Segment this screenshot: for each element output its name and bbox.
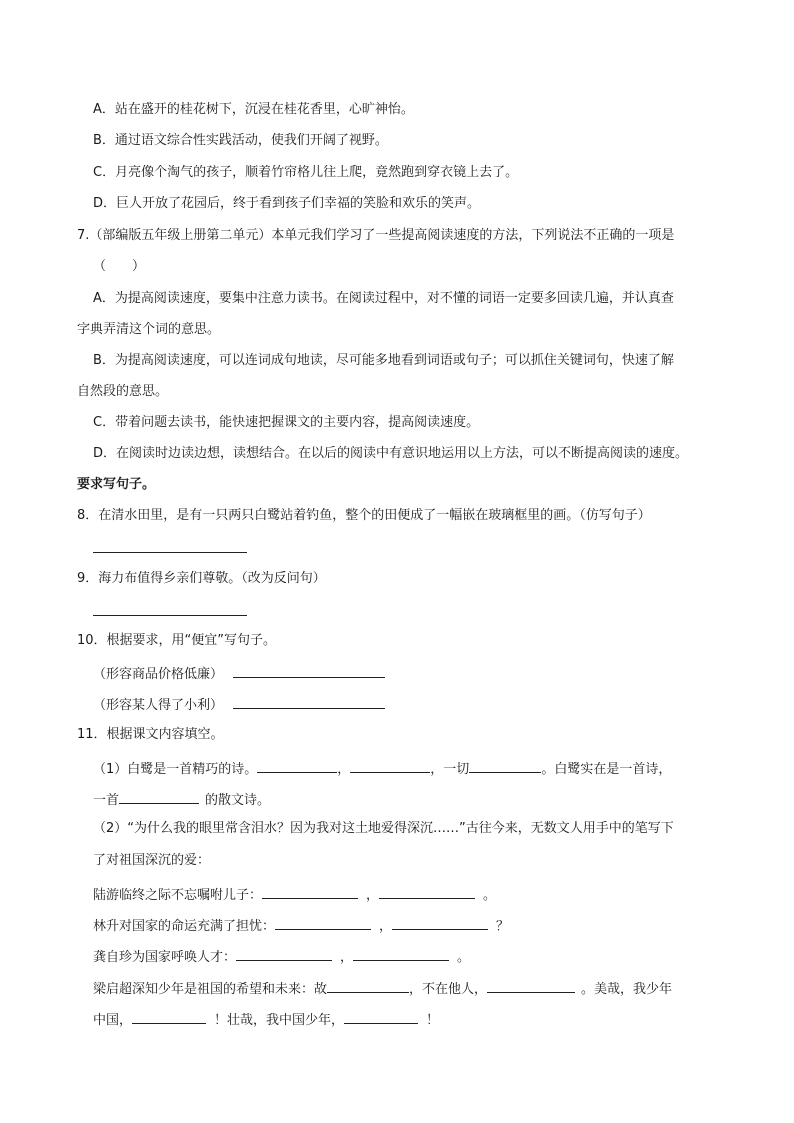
q6-option-a: A．站在盛开的桂花树下，沉浸在桂花香里，心旷神怡。	[93, 102, 414, 117]
q10-item-2	[93, 694, 385, 715]
q11-liang-blank1[interactable]	[327, 978, 409, 993]
q7-stem: 7.（部编版五年级上册第二单元）本单元我们学习了一些提高阅读速度的方法，下列说法不正确的一项是	[77, 228, 675, 243]
q10-text: 10．根据要求，用“便宜”写句子。	[77, 633, 277, 648]
q10-item-1-blank[interactable]	[233, 663, 385, 678]
q8-text: 8．在清水田里，是有一只两只白鹭站着钓鱼，整个的田便成了一幅嵌在玻璃框里的画。（仿写句子）	[77, 508, 651, 523]
q6-option-b: B．通过语文综合性实践活动，使我们开阔了视野。	[93, 133, 388, 148]
q7-option-a-line2: 字典弄清这个词的意思。	[77, 322, 221, 337]
q7-option-c: C．带着问题去读书，能快速把握课文的主要内容，提高阅读速度。	[93, 415, 480, 430]
q7-option-d: D．在阅读时边读边想，读想结合。在以后的阅读中有意识地运用以上方法，可以不断提高阅读的速度。	[93, 446, 689, 461]
q11-liang-blank3[interactable]	[132, 1009, 206, 1024]
q6-option-d: D．巨人开放了花园后，终于看到孩子们幸福的笑脸和欢乐的笑声。	[93, 196, 481, 211]
q11-p1-blank2[interactable]	[350, 758, 430, 773]
q11-liang-blank2[interactable]	[487, 978, 575, 993]
q11-lin-label: 林升对国家的命运充满了担忧：	[93, 919, 276, 934]
q11-p1-d: 的散文诗。	[205, 793, 271, 808]
q7-answer-paren: （ ）	[93, 259, 146, 274]
q11-gong-blank2[interactable]	[353, 946, 449, 961]
q11-lu-you	[93, 884, 496, 905]
q11-text: 11．根据课文内容填空。	[77, 727, 224, 742]
q11-lin-blank1[interactable]	[275, 915, 371, 930]
q11-lin-blank2[interactable]	[392, 915, 488, 930]
q11-liang-c: 。美哉，我少年	[581, 982, 673, 997]
q11-p1-sep2: ，一切	[430, 762, 470, 777]
q11-lin-comma: ，	[379, 919, 393, 934]
section-heading: 要求写句子。	[77, 477, 156, 492]
q11-lin-sheng	[93, 915, 509, 936]
q7-option-b-line2: 自然段的意思。	[77, 384, 169, 399]
q11-gong-period: 。	[457, 950, 471, 965]
q9-text: 9．海力布值得乡亲们尊敬。（改为反问句）	[77, 571, 326, 586]
q11-p1-b: 。白鹭实在是一首诗，	[541, 762, 672, 777]
q11-p1-blank4[interactable]	[119, 789, 199, 804]
q10-item-2-label: （形容某人得了小利）	[93, 698, 224, 713]
q11-part1-line2	[93, 789, 270, 810]
q11-gong-comma: ，	[340, 950, 354, 965]
q11-liang-d: 中国，	[93, 1013, 133, 1028]
q11-p1-c: 一首	[93, 793, 120, 808]
q11-p1-sep1: ，	[337, 762, 351, 777]
q7-option-a-line1: A．为提高阅读速度，要集中注意力读书。在阅读过程中，对不懂的词语一定要多回读几遍，并认真查	[93, 291, 674, 306]
q11-liang-e: ！壮哉，我中国少年，	[214, 1013, 345, 1028]
q9-answer-line[interactable]	[93, 601, 247, 622]
q11-lin-question: ？	[496, 919, 510, 934]
q11-liang-line1	[93, 978, 672, 999]
q11-lu-label: 陆游临终之际不忘嘱咐儿子：	[93, 888, 263, 903]
q10-item-1-label: （形容商品价格低廉）	[93, 667, 224, 682]
q11-gong-blank1[interactable]	[236, 946, 332, 961]
q7-option-b-line1: B．为提高阅读速度，可以连词成句地读，尽可能多地看到词语或句子；可以抓住关键词句，快速了解	[93, 353, 674, 368]
q11-part1-line1	[93, 758, 671, 779]
q11-lu-comma: ，	[366, 888, 380, 903]
q11-lu-blank2[interactable]	[379, 884, 475, 899]
q11-gong-label: 龚自珍为国家呼唤人才：	[93, 950, 237, 965]
q11-liang-a: 梁启超深知少年是祖国的希望和未来：故	[93, 982, 328, 997]
q11-liang-line2	[93, 1009, 439, 1030]
q11-liang-b: ，不在他人，	[409, 982, 488, 997]
q11-lu-period: 。	[483, 888, 497, 903]
q11-part2-line2: 了对祖国深沉的爱：	[93, 853, 211, 868]
q11-lu-blank1[interactable]	[262, 884, 358, 899]
q11-liang-blank4[interactable]	[344, 1009, 418, 1024]
q10-item-1	[93, 663, 385, 684]
q11-p1-blank3[interactable]	[469, 758, 541, 773]
q11-p1-blank1[interactable]	[257, 758, 337, 773]
q6-option-c: C．月亮像个淘气的孩子，顺着竹帘格儿往上爬，竟然跑到穿衣镜上去了。	[93, 165, 519, 180]
q11-p1-a: （1）白鹭是一首精巧的诗。	[93, 762, 258, 777]
q11-liang-exclaim: ！	[426, 1013, 440, 1028]
q11-part2-line1: （2）“为什么我的眼里常含泪水？因为我对这土地爱得深沉……”古往今来，无数文人用手中的笔写下	[93, 821, 674, 836]
q8-answer-line[interactable]	[93, 538, 247, 559]
q10-item-2-blank[interactable]	[233, 694, 385, 709]
q11-gong-zizhen	[93, 946, 470, 967]
